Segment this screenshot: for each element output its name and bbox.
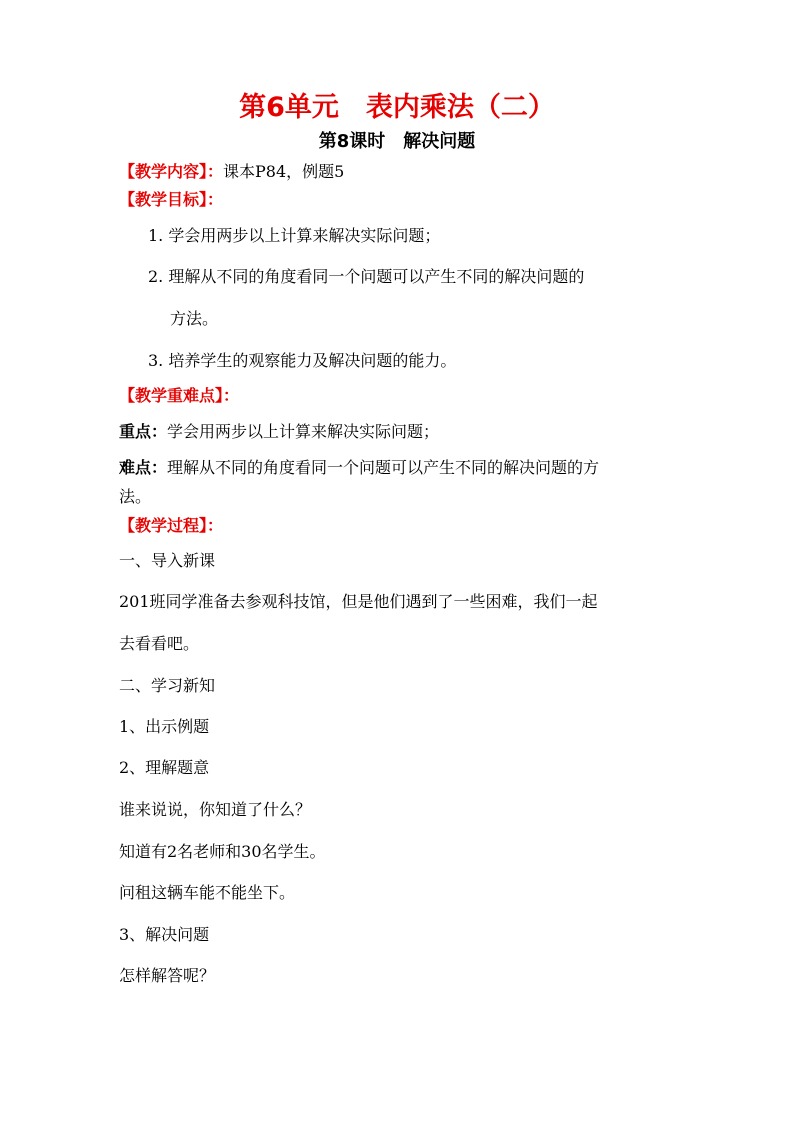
objective-item-2-cont: 方法。 [170,309,219,328]
process-line-6: 2、理解题意 [119,758,210,777]
process-line-4: 二、学习新知 [119,676,216,695]
content-row [119,164,344,180]
objective-item-2: 2. 理解从不同的角度看同一个问题可以产生不同的解决问题的 [148,267,585,286]
difficulty-text-cont: 法。 [119,487,152,506]
objectives-heading: 【教学目标】： [119,190,224,209]
focus-text: 学会用两步以上计算来解决实际问题； [167,422,440,441]
process-line-10: 3、解决问题 [119,925,210,944]
process-line-11: 怎样解答呢？ [119,966,216,985]
content-heading: 【教学内容】： [119,162,224,181]
focus-row [119,424,439,440]
focus-label: 重点： [119,422,168,441]
page-subtitle: 第8课时 解决问题 [318,131,476,152]
objective-item-3: 3. 培养学生的观察能力及解决问题的能力。 [148,351,457,370]
content-text: 课本P84，例题5 [223,162,345,181]
page-title: 第6单元 表内乘法（二） [239,92,555,123]
process-line-8: 知道有2名老师和30名学生。 [119,842,326,861]
difficulty-label: 难点： [119,458,168,477]
process-line-1: 一、导入新课 [119,551,216,570]
process-heading: 【教学过程】： [119,516,224,535]
process-line-3: 去看看吧。 [119,634,200,653]
key-points-heading: 【教学重难点】： [119,386,240,405]
process-line-7: 谁来说说，你知道了什么？ [119,800,312,819]
process-line-9: 问租这辆车能不能坐下。 [119,883,296,902]
process-line-2: 201班同学准备去参观科技馆，但是他们遇到了一些困难，我们一起 [119,592,598,611]
objective-item-1: 1. 学会用两步以上计算来解决实际问题； [148,226,441,245]
difficulty-row [119,460,599,476]
process-line-5: 1、出示例题 [119,717,210,736]
difficulty-text: 理解从不同的角度看同一个问题可以产生不同的解决问题的方 [167,458,600,477]
